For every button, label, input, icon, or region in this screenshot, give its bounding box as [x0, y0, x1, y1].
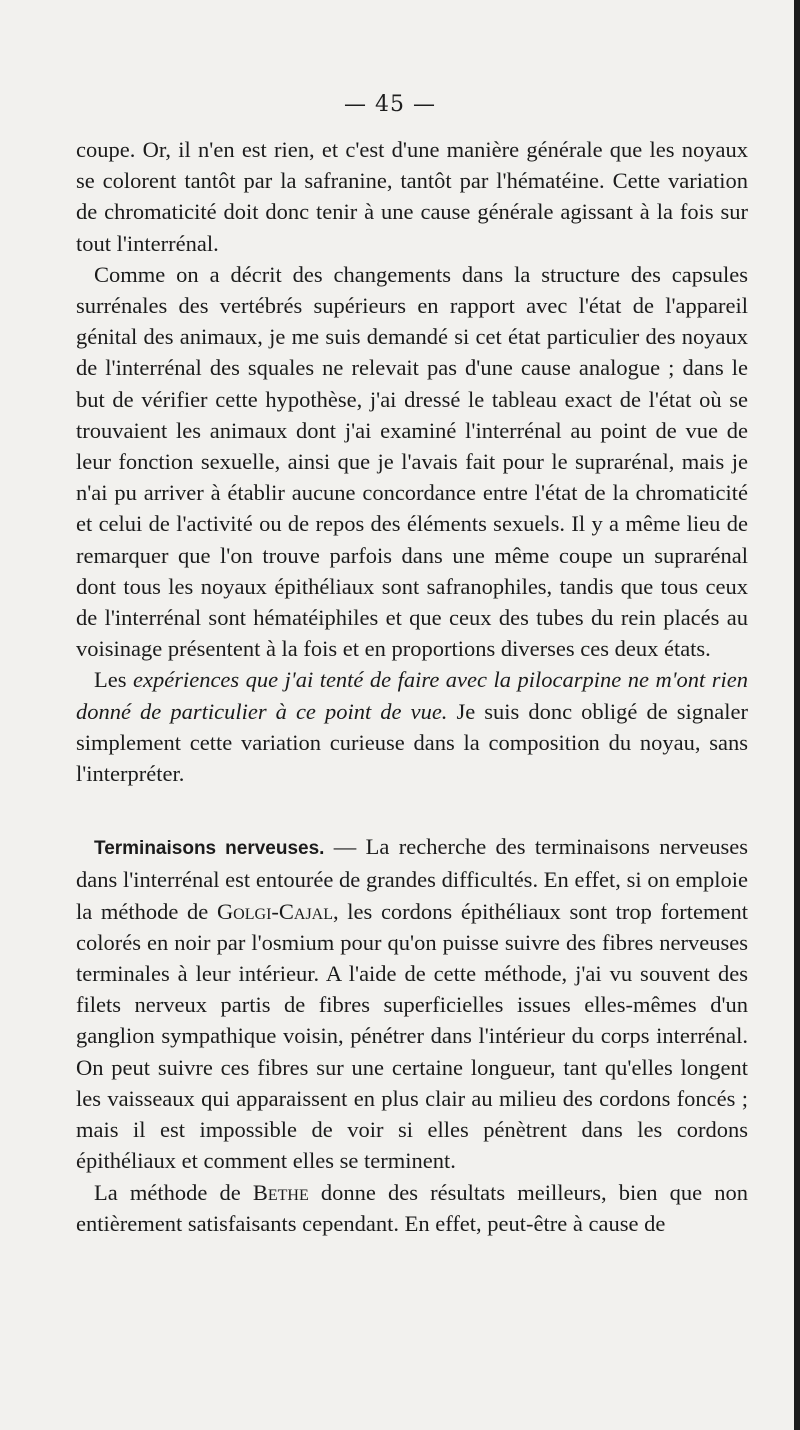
paragraph-text-b: , les cordons épithéliaux sont trop fortement colorés en noir par l'osmium pour qu'on puisse suivre des fibres nerveuses terminales à leur intérieur. A l'aide de cette méthode, j'ai vu souvent des filets nerveux partis de fibres superficielles issues elles-mêmes d'un ganglion sympathique voisin, pénétrer dans l'intérieur du corps interrénal. On peut suivre ces fibres sur une certaine longueur, tant qu'elles longent les vaisseaux qui apparaissent en plus clair au milieu des cordons foncés ; mais il est impossible de voir si elles pénètrent dans les cordons épithéliaux et comment elles se terminent.	[76, 898, 748, 1174]
paragraph-rest: Je suis donc obligé de signaler simplement cette variation curieuse dans la composition du noyau, sans l'interpréter.	[76, 698, 748, 787]
paragraph-pilocarpine	[76, 664, 748, 789]
paragraph-text-b: donne des résultats meilleurs, bien que non entièrement satisfaisants cependant. En effet, peut-être à cause de	[76, 1179, 748, 1236]
paragraph-genital-state: Comme on a décrit des changements dans la structure des capsules surrénales des vertébrés supérieurs en rapport avec l'état de l'appareil génital des animaux, je me suis demandé si cet état particulier des noyaux de l'interrénal des squales ne relevait pas d'une cause analogue ; dans le but de vérifier cette hypothèse, j'ai dressé le tableau exact de l'état où se trouvaient les animaux dont j'ai examiné l'interrénal au point de vue de leur fonction sexuelle, ainsi que je l'avais fait pour le suprarénal, mais je n'ai pu arriver à établir aucune concordance entre l'état de la chromaticité et celui de l'activité ou de repos des éléments sexuels. Il y a même lieu de remarquer que l'on trouve parfois dans une même coupe un suprarénal dont tous les noyaux épithéliaux sont safranophiles, tandis que tous ceux de l'interrénal sont hématéiphiles et que ceux des tubes du rein placés au voisinage présentent à la fois et en proportions diverses ces deux états.	[76, 261, 748, 662]
paragraph-text-a: — La recherche des terminaisons nerveuses dans l'interrénal est entourée de grandes difficultés. En effet, si on emploie la méthode de	[76, 834, 748, 924]
italic-phrase: expériences que j'ai tenté de faire avec la pilocarpine ne m'ont rien donné de particulier à ce point de vue.	[76, 667, 748, 724]
section-heading: Terminaisons nerveuses.	[94, 838, 325, 860]
body-text	[76, 134, 748, 1239]
author-name-bethe: Bethe	[252, 1179, 309, 1205]
paragraph-continuation: coupe. Or, il n'en est rien, et c'est d'une manière générale que les noyaux se colorent tantôt par la safranine, tantôt par l'hématéine. Cette variation de chromaticité doit donc tenir à une cause générale agissant à la fois sur tout l'interrénal.	[76, 137, 748, 256]
scan-edge	[794, 0, 800, 1430]
paragraph-text-a: La méthode de	[94, 1179, 253, 1205]
paragraph-terminaisons	[76, 831, 748, 1176]
section-spacer	[76, 789, 748, 831]
paragraph-lead: Les	[94, 667, 133, 693]
paragraph-bethe	[76, 1177, 748, 1239]
page-number: — 45 —	[344, 92, 436, 117]
author-name-golgi-cajal: Golgi-Cajal	[216, 898, 334, 924]
